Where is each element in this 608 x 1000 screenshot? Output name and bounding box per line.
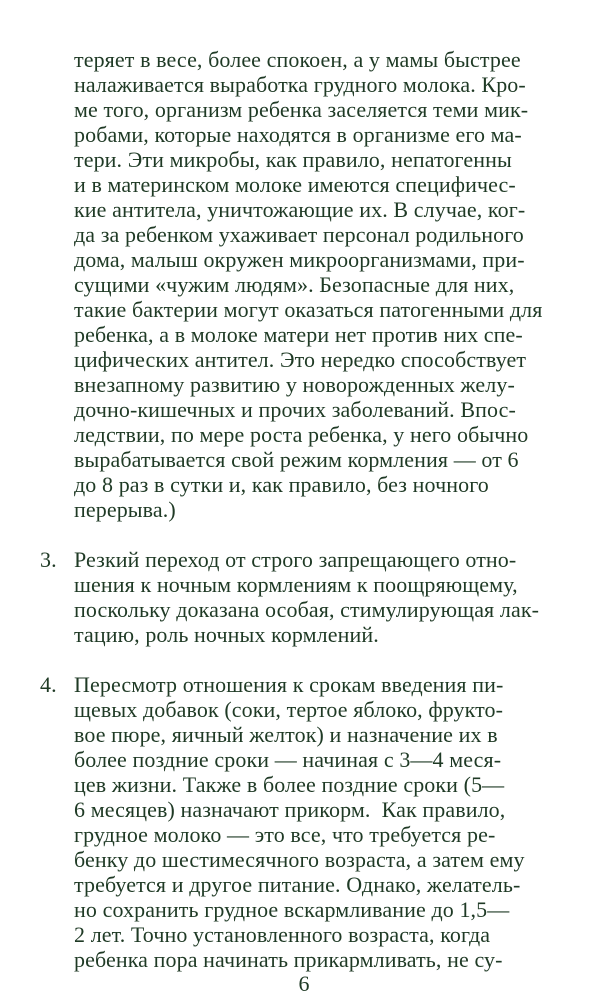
text-line: ледствии, по мере роста ребенка, у него обычно <box>74 422 529 447</box>
text-line: вое пюре, яичный желток) и назначение их в <box>74 722 498 747</box>
text-line: и в материнском молоке имеются специфичес- <box>74 172 516 197</box>
text-line: бенку до шестимесячного возраста, а затем ему <box>74 847 525 872</box>
text-line: до 8 раз в сутки и, как правило, без ночного <box>74 472 489 497</box>
text-line: но сохранить грудное вскармливание до 1,5— <box>74 897 510 922</box>
text-line: да за ребенком ухаживает персонал родильного <box>74 222 524 247</box>
text-line: цифических антител. Это нередко способствует <box>74 347 527 372</box>
text-line: налаживается выработка грудного молока. Кро- <box>74 72 526 97</box>
text-line: ме того, организм ребенка заселяется теми мик- <box>74 97 529 122</box>
page-number: 6 <box>298 971 310 996</box>
text-line: щевых добавок (соки, тертое яблоко, фрукто- <box>74 697 504 722</box>
text-line: дочно-кишечных и прочих заболеваний. Впос- <box>74 397 516 422</box>
text-line: внезапному развитию у новорожденных желу- <box>74 372 515 397</box>
text-line: тацию, роль ночных кормлений. <box>74 622 379 647</box>
text-line: цев жизни. Также в более поздние сроки (5— <box>74 772 505 797</box>
text-line: тери. Эти микробы, как правило, непатогенны <box>74 147 512 172</box>
text-line: робами, которые находятся в организме его ма- <box>74 122 522 147</box>
text-line: грудное молоко — это все, что требуется ре- <box>74 822 496 847</box>
text-line: поскольку доказана особая, стимулирующая лак- <box>74 597 540 622</box>
text-line: Пересмотр отношения к срокам введения пи- <box>74 672 504 697</box>
text-line: более поздние сроки — начиная с 3—4 меся- <box>74 747 502 772</box>
text-line: шения к ночным кормлениям к поощряющему, <box>74 572 518 597</box>
text-line: Резкий переход от строго запрещающего отно- <box>74 547 517 572</box>
text-line: требуется и другое питание. Однако, желатель- <box>74 872 521 897</box>
text-line: вырабатывается свой режим кормления — от 6 <box>74 447 519 472</box>
text-line: 6 месяцев) назначают прикорм. Как правило, <box>74 797 506 822</box>
text-line: ребенка, а в молоке матери нет против них спе- <box>74 322 523 347</box>
text-line: 2 лет. Точно установленного возраста, когда <box>74 922 491 947</box>
text-line: теряет в весе, более спокоен, а у мамы быстрее <box>74 47 521 72</box>
text-line: такие бактерии могут оказаться патогенными для <box>74 297 543 322</box>
text-line: дома, малыш окружен микроорганизмами, при- <box>74 247 525 272</box>
list-item-number: 3. <box>40 547 57 572</box>
text-line: кие антитела, уничтожающие их. В случае, ког- <box>74 197 526 222</box>
text-line: перерыва.) <box>74 497 176 522</box>
text-line: ребенка пора начинать прикармливать, не су- <box>74 947 503 972</box>
list-item-number: 4. <box>40 672 57 697</box>
text-line: сущими «чужим людям». Безопасные для них, <box>74 272 515 297</box>
